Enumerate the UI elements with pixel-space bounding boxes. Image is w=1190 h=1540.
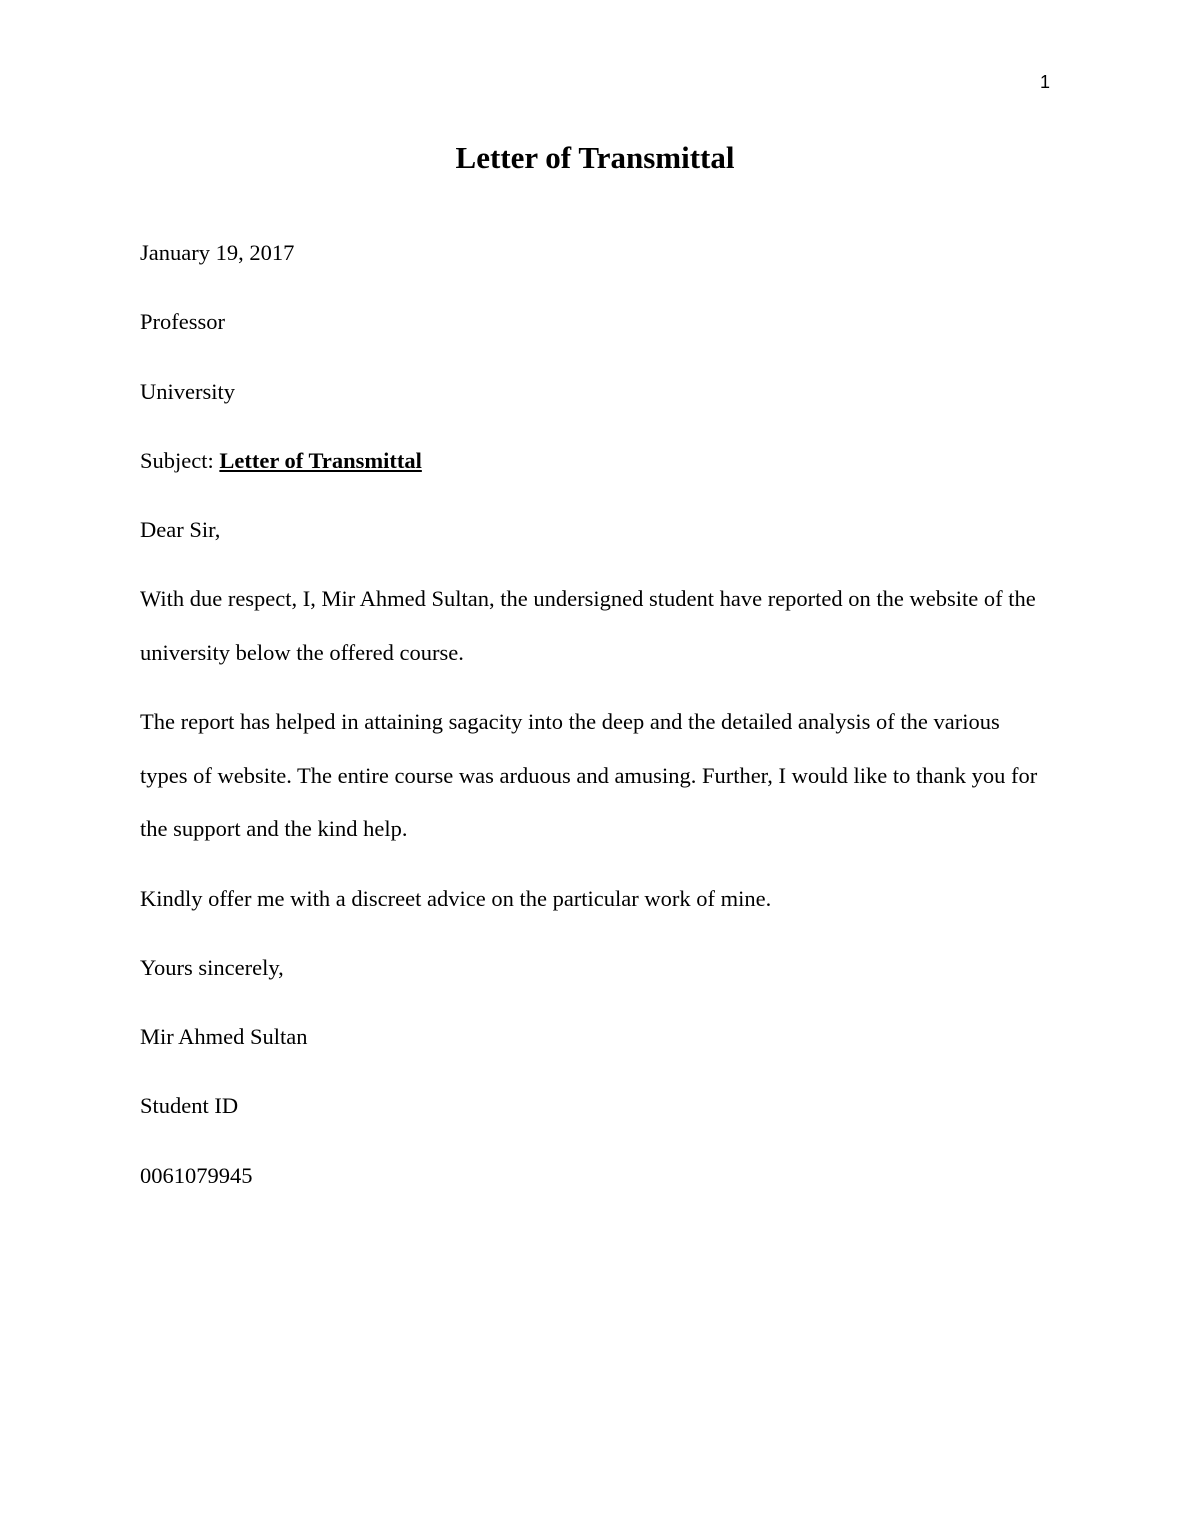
- student-id-label: Student ID: [140, 1093, 239, 1118]
- subject-label: Subject:: [140, 448, 214, 473]
- page-number: 1: [1039, 72, 1050, 92]
- signature-name: Mir Ahmed Sultan: [140, 1024, 308, 1049]
- subject-line: [140, 448, 1050, 474]
- subject-value: Letter of Transmittal: [219, 448, 422, 473]
- letter-date: January 19, 2017: [140, 240, 295, 265]
- recipient-org: University: [140, 379, 235, 404]
- recipient-title: Professor: [140, 309, 225, 334]
- student-id-value: 0061079945: [140, 1163, 253, 1188]
- body-paragraph-3: Kindly offer me with a discreet advice on the particular work of mine.: [140, 886, 772, 911]
- page-title: Letter of Transmittal: [455, 140, 735, 175]
- closing: Yours sincerely,: [140, 955, 284, 980]
- body-paragraph-1: With due respect, I, Mir Ahmed Sultan, the undersigned student have reported on the website of the university below the offered course.: [140, 586, 1036, 665]
- salutation: Dear Sir,: [140, 517, 221, 542]
- body-paragraph-2: The report has helped in attaining sagacity into the deep and the detailed analysis of the various types of website. The entire course was arduous and amusing. Further, I would like to thank you for the support and the kind help.: [140, 709, 1038, 841]
